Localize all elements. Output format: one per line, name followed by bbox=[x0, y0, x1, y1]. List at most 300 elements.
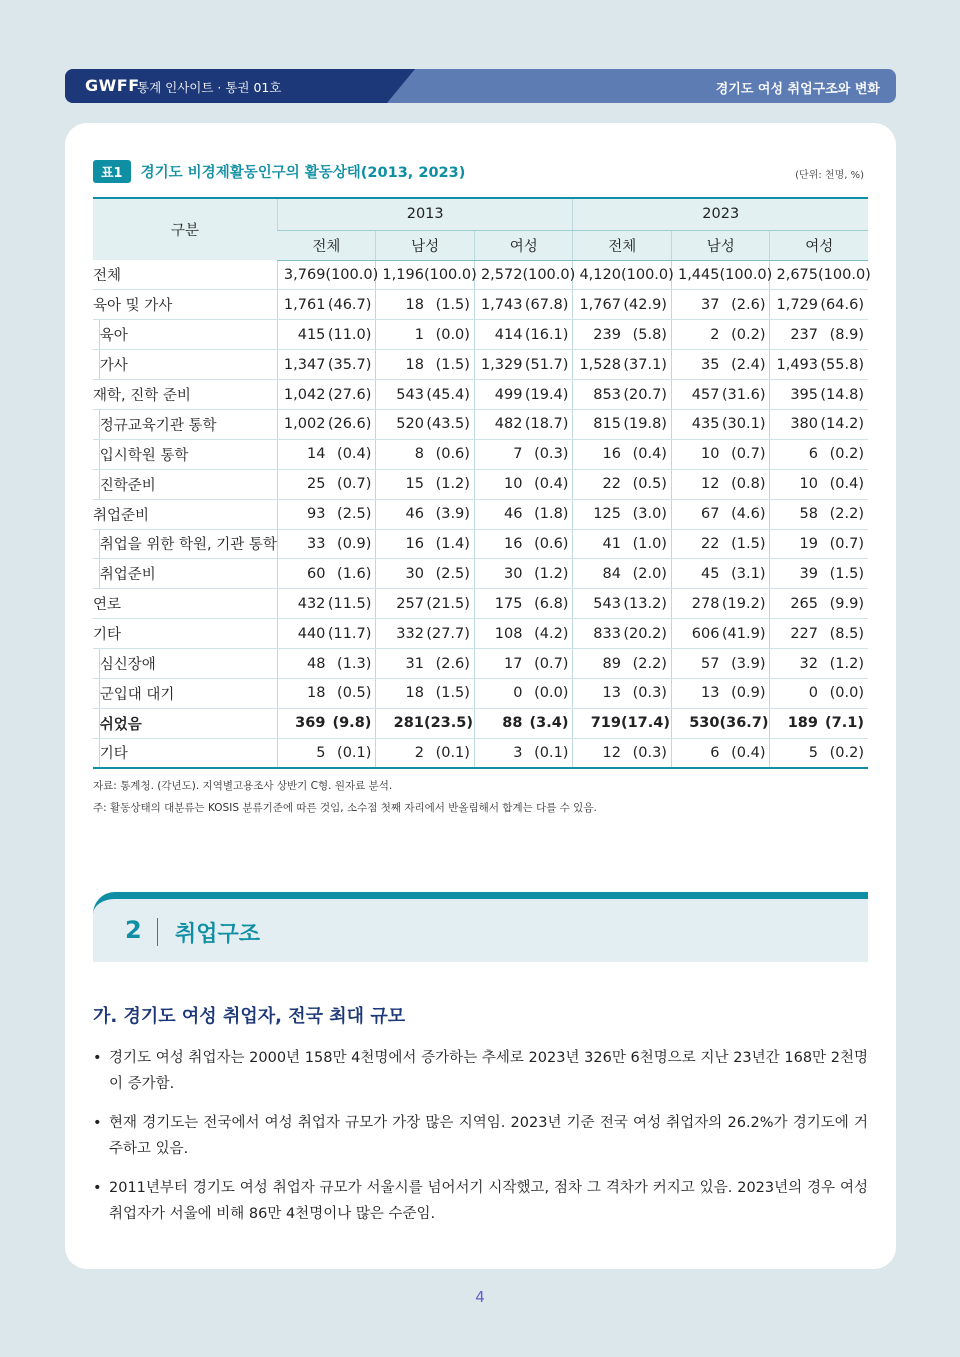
percent-value: (35.7) bbox=[327, 356, 372, 373]
bullet-dot: • bbox=[93, 1180, 102, 1196]
percent-value: (43.5) bbox=[426, 416, 470, 433]
value-cell bbox=[770, 708, 868, 738]
row-label: 기타 bbox=[93, 619, 277, 649]
percent-value: (1.5) bbox=[829, 565, 864, 582]
value-cell bbox=[376, 320, 475, 350]
percent-value: (0.5) bbox=[632, 476, 667, 493]
value-cell bbox=[573, 409, 672, 439]
row-label: 육아 및 가사 bbox=[93, 290, 277, 320]
value-cell bbox=[770, 589, 868, 619]
percent-value: (31.6) bbox=[721, 386, 766, 403]
percent-value: (3.9) bbox=[435, 506, 470, 523]
value-cell bbox=[277, 649, 376, 679]
count-value: 46 bbox=[405, 506, 424, 523]
row-label: 연로 bbox=[93, 589, 277, 619]
percent-value: (1.6) bbox=[337, 565, 372, 582]
percent-value: (19.4) bbox=[524, 386, 569, 403]
row-sublabel: 진학준비 bbox=[99, 469, 277, 499]
percent-value: (0.3) bbox=[632, 685, 667, 702]
percent-value: (7.1) bbox=[825, 715, 864, 732]
value-cell bbox=[376, 439, 475, 469]
value-cell bbox=[474, 290, 573, 320]
count-value: 1,329 bbox=[480, 356, 523, 373]
percent-value: (8.9) bbox=[829, 326, 864, 343]
count-value: 19 bbox=[799, 535, 818, 552]
count-value: 33 bbox=[306, 535, 326, 552]
count-value: 853 bbox=[593, 386, 621, 403]
count-value: 543 bbox=[396, 386, 424, 403]
count-value: 13 bbox=[602, 685, 621, 702]
percent-value: (0.3) bbox=[534, 446, 569, 463]
value-cell bbox=[277, 350, 376, 380]
value-cell bbox=[671, 499, 770, 529]
section-number: 2 bbox=[125, 916, 142, 944]
value-cell bbox=[474, 529, 573, 559]
percent-value: (4.2) bbox=[534, 625, 569, 642]
value-cell bbox=[376, 649, 475, 679]
percent-value: (9.9) bbox=[829, 595, 864, 612]
percent-value: (3.9) bbox=[731, 655, 766, 672]
value-cell bbox=[573, 619, 672, 649]
value-cell bbox=[277, 678, 376, 708]
table-tag: 표1 bbox=[93, 160, 131, 183]
value-cell bbox=[376, 380, 475, 410]
count-value: 530 bbox=[689, 715, 720, 732]
percent-value: (0.5) bbox=[337, 685, 372, 702]
value-cell bbox=[671, 708, 770, 738]
table-row bbox=[93, 290, 868, 320]
value-cell bbox=[573, 320, 672, 350]
percent-value: (0.6) bbox=[534, 535, 569, 552]
value-cell bbox=[277, 260, 379, 290]
value-cell bbox=[376, 290, 475, 320]
count-value: 30 bbox=[405, 565, 424, 582]
value-cell bbox=[277, 559, 376, 589]
percent-value: (100.0) bbox=[325, 266, 379, 283]
count-value: 10 bbox=[701, 446, 720, 463]
count-value: 37 bbox=[701, 296, 720, 313]
table-row bbox=[93, 529, 868, 559]
count-value: 14 bbox=[306, 446, 326, 463]
count-value: 58 bbox=[799, 506, 818, 523]
bullet-item bbox=[93, 1045, 868, 1097]
count-value: 1,528 bbox=[579, 356, 621, 373]
percent-value: (0.4) bbox=[731, 744, 766, 761]
value-cell bbox=[277, 380, 376, 410]
value-cell bbox=[573, 708, 672, 738]
value-cell bbox=[376, 409, 475, 439]
value-cell bbox=[770, 439, 868, 469]
value-cell bbox=[573, 499, 672, 529]
row-label: 전체 bbox=[93, 260, 277, 290]
table-row bbox=[93, 409, 868, 439]
table-source: 자료: 통계청. (각년도). 지역별고용조사 상반기 C형. 원자료 분석. bbox=[93, 780, 393, 792]
percent-value: (11.7) bbox=[327, 625, 372, 642]
count-value: 22 bbox=[701, 535, 720, 552]
percent-value: (0.4) bbox=[632, 446, 667, 463]
table-row bbox=[93, 559, 868, 589]
percent-value: (41.9) bbox=[721, 625, 766, 642]
count-value: 1,743 bbox=[480, 296, 523, 313]
percent-value: (0.7) bbox=[731, 446, 766, 463]
count-value: 520 bbox=[396, 416, 424, 433]
percent-value: (16.1) bbox=[524, 326, 569, 343]
value-cell bbox=[770, 529, 868, 559]
percent-value: (18.7) bbox=[524, 416, 569, 433]
value-cell bbox=[671, 678, 770, 708]
count-value: 1,729 bbox=[776, 296, 818, 313]
value-cell bbox=[277, 439, 376, 469]
percent-value: (100.0) bbox=[719, 266, 773, 283]
table-note: 주: 활동상태의 대분류는 KOSIS 분류기준에 따른 것임, 소수점 첫째 자리에서 반올림해서 합계는 다를 수 있음. bbox=[93, 802, 597, 814]
count-value: 39 bbox=[799, 565, 818, 582]
bullet-text: 2011년부터 경기도 여성 취업자 규모가 서울시를 넘어서기 시작했고, 점차 그 격차가 커지고 있음. 2023년의 경우 여성 취업자가 서울에 비해 86만 4천명이나 많은 수준임. bbox=[109, 1180, 868, 1222]
percent-value: (20.7) bbox=[623, 386, 667, 403]
count-value: 32 bbox=[799, 655, 818, 672]
percent-value: (67.8) bbox=[524, 296, 569, 313]
value-cell bbox=[277, 409, 376, 439]
table-row bbox=[93, 738, 868, 768]
percent-value: (1.5) bbox=[435, 296, 470, 313]
percent-value: (11.0) bbox=[327, 326, 372, 343]
value-cell bbox=[671, 619, 770, 649]
row-sublabel: 취업준비 bbox=[99, 559, 277, 589]
percent-value: (20.2) bbox=[623, 625, 667, 642]
count-value: 4,120 bbox=[579, 266, 621, 283]
count-value: 1,767 bbox=[579, 296, 621, 313]
percent-value: (2.2) bbox=[632, 655, 667, 672]
percent-value: (2.6) bbox=[435, 655, 470, 672]
count-value: 30 bbox=[504, 565, 523, 582]
percent-value: (1.4) bbox=[435, 535, 470, 552]
percent-value: (0.1) bbox=[435, 744, 470, 761]
percent-value: (46.7) bbox=[327, 296, 372, 313]
percent-value: (0.2) bbox=[731, 326, 766, 343]
count-value: 6 bbox=[710, 744, 720, 761]
table-row bbox=[93, 649, 868, 679]
percent-value: (1.2) bbox=[435, 476, 470, 493]
row-label: 취업준비 bbox=[93, 499, 277, 529]
row-sublabel: 취업을 위한 학원, 기관 통학 bbox=[99, 529, 277, 559]
count-value: 17 bbox=[504, 655, 523, 672]
percent-value: (0.7) bbox=[829, 535, 864, 552]
percent-value: (26.6) bbox=[327, 416, 372, 433]
count-value: 440 bbox=[297, 625, 326, 642]
value-cell bbox=[376, 678, 475, 708]
subheading: 가. 경기도 여성 취업자, 전국 최대 규모 bbox=[93, 1006, 406, 1027]
value-cell bbox=[671, 260, 773, 290]
row-sublabel: 군입대 대기 bbox=[99, 678, 277, 708]
count-value: 482 bbox=[494, 416, 523, 433]
activity-status-table bbox=[93, 197, 871, 769]
value-cell bbox=[770, 559, 868, 589]
bullet-text: 경기도 여성 취업자는 2000년 158만 4천명에서 증가하는 추세로 2023년 326만 6천명으로 지난 23년간 168만 2천명이 증가함. bbox=[109, 1050, 868, 1092]
percent-value: (0.4) bbox=[829, 476, 864, 493]
percent-value: (2.4) bbox=[731, 356, 766, 373]
row-sublabel: 가사 bbox=[99, 350, 277, 380]
header-male-2013: 남성 bbox=[376, 230, 475, 260]
percent-value: (9.8) bbox=[332, 715, 372, 732]
row-sublabel: 육아 bbox=[99, 320, 277, 350]
bullet-dot: • bbox=[93, 1115, 102, 1131]
value-cell bbox=[376, 469, 475, 499]
value-cell bbox=[376, 350, 475, 380]
row-sublabel: 심신장애 bbox=[99, 649, 277, 679]
count-value: 189 bbox=[787, 715, 818, 732]
percent-value: (37.1) bbox=[623, 356, 667, 373]
table-row bbox=[93, 499, 868, 529]
value-cell bbox=[376, 619, 475, 649]
count-value: 5 bbox=[316, 744, 326, 761]
section-divider bbox=[157, 918, 158, 946]
section-header bbox=[93, 892, 868, 962]
percent-value: (3.1) bbox=[731, 565, 766, 582]
value-cell bbox=[277, 320, 376, 350]
value-cell bbox=[277, 619, 376, 649]
count-value: 606 bbox=[691, 625, 720, 642]
count-value: 332 bbox=[396, 625, 424, 642]
count-value: 719 bbox=[590, 715, 621, 732]
count-value: 380 bbox=[790, 416, 818, 433]
percent-value: (8.5) bbox=[829, 625, 864, 642]
percent-value: (2.6) bbox=[731, 296, 766, 313]
count-value: 10 bbox=[504, 476, 523, 493]
percent-value: (0.9) bbox=[337, 535, 372, 552]
value-cell bbox=[573, 678, 672, 708]
bullet-text: 현재 경기도는 전국에서 여성 취업자 규모가 가장 많은 지역임. 2023년 기준 전국 여성 취업자의 26.2%가 경기도에 거주하고 있음. bbox=[109, 1115, 868, 1157]
percent-value: (0.0) bbox=[534, 685, 569, 702]
count-value: 395 bbox=[790, 386, 818, 403]
header-year-2013: 2013 bbox=[277, 198, 573, 230]
percent-value: (2.2) bbox=[829, 506, 864, 523]
percent-value: (1.0) bbox=[632, 535, 667, 552]
count-value: 1,445 bbox=[677, 266, 720, 283]
value-cell bbox=[770, 738, 868, 768]
value-cell bbox=[376, 260, 475, 290]
bullet-item bbox=[93, 1110, 868, 1162]
count-value: 1,002 bbox=[283, 416, 326, 433]
count-value: 16 bbox=[405, 535, 424, 552]
count-value: 45 bbox=[701, 565, 720, 582]
count-value: 6 bbox=[808, 446, 818, 463]
value-cell bbox=[671, 529, 770, 559]
value-cell bbox=[474, 589, 573, 619]
count-value: 60 bbox=[306, 565, 326, 582]
percent-value: (17.4) bbox=[620, 715, 670, 732]
bullet-dot: • bbox=[93, 1050, 102, 1066]
count-value: 1,042 bbox=[283, 386, 326, 403]
percent-value: (2.5) bbox=[435, 565, 470, 582]
value-cell bbox=[573, 260, 672, 290]
count-value: 3,769 bbox=[283, 266, 326, 283]
count-value: 35 bbox=[701, 356, 720, 373]
percent-value: (3.0) bbox=[632, 506, 667, 523]
value-cell bbox=[376, 708, 475, 738]
value-cell bbox=[573, 439, 672, 469]
count-value: 227 bbox=[790, 625, 818, 642]
table-row bbox=[93, 320, 868, 350]
percent-value: (45.4) bbox=[426, 386, 470, 403]
value-cell bbox=[474, 619, 573, 649]
value-cell bbox=[277, 469, 376, 499]
value-cell bbox=[277, 738, 376, 768]
value-cell bbox=[671, 350, 770, 380]
value-cell bbox=[474, 350, 573, 380]
value-cell bbox=[770, 409, 868, 439]
value-cell bbox=[573, 649, 672, 679]
value-cell bbox=[671, 380, 770, 410]
count-value: 833 bbox=[593, 625, 621, 642]
percent-value: (100.0) bbox=[522, 266, 576, 283]
header-total-2013: 전체 bbox=[277, 230, 376, 260]
count-value: 18 bbox=[405, 356, 424, 373]
value-cell bbox=[770, 678, 868, 708]
value-cell bbox=[573, 350, 672, 380]
count-value: 0 bbox=[808, 685, 818, 702]
count-value: 89 bbox=[602, 655, 621, 672]
count-value: 18 bbox=[405, 685, 424, 702]
value-cell bbox=[671, 559, 770, 589]
value-cell bbox=[474, 320, 573, 350]
percent-value: (0.0) bbox=[435, 326, 470, 343]
header-total-2023: 전체 bbox=[573, 230, 672, 260]
count-value: 499 bbox=[494, 386, 523, 403]
percent-value: (0.1) bbox=[534, 744, 569, 761]
table-row bbox=[93, 439, 868, 469]
percent-value: (13.2) bbox=[623, 595, 667, 612]
value-cell bbox=[671, 290, 770, 320]
percent-value: (0.4) bbox=[337, 446, 372, 463]
table-row bbox=[93, 350, 868, 380]
table-title-row bbox=[93, 160, 465, 183]
count-value: 457 bbox=[691, 386, 720, 403]
count-value: 415 bbox=[297, 326, 326, 343]
value-cell bbox=[671, 439, 770, 469]
count-value: 1,347 bbox=[283, 356, 326, 373]
percent-value: (0.3) bbox=[632, 744, 667, 761]
value-cell bbox=[671, 589, 770, 619]
count-value: 5 bbox=[808, 744, 818, 761]
value-cell bbox=[770, 380, 868, 410]
percent-value: (100.0) bbox=[620, 266, 674, 283]
percent-value: (1.5) bbox=[435, 685, 470, 702]
value-cell bbox=[474, 738, 573, 768]
percent-value: (1.5) bbox=[435, 356, 470, 373]
percent-value: (27.6) bbox=[327, 386, 372, 403]
percent-value: (30.1) bbox=[721, 416, 766, 433]
value-cell bbox=[573, 380, 672, 410]
percent-value: (42.9) bbox=[623, 296, 667, 313]
table-row bbox=[93, 260, 868, 290]
percent-value: (6.8) bbox=[534, 595, 569, 612]
count-value: 13 bbox=[701, 685, 720, 702]
count-value: 237 bbox=[790, 326, 818, 343]
count-value: 15 bbox=[405, 476, 424, 493]
row-sublabel: 정규교육기관 통학 bbox=[99, 409, 277, 439]
value-cell bbox=[474, 469, 573, 499]
count-value: 16 bbox=[504, 535, 523, 552]
header-year-2023: 2023 bbox=[573, 198, 868, 230]
count-value: 8 bbox=[414, 446, 424, 463]
percent-value: (51.7) bbox=[524, 356, 569, 373]
count-value: 125 bbox=[593, 506, 621, 523]
percent-value: (1.8) bbox=[534, 506, 569, 523]
header-male-2023: 남성 bbox=[671, 230, 770, 260]
row-label: 재학, 진학 준비 bbox=[93, 380, 277, 410]
count-value: 3 bbox=[513, 744, 523, 761]
percent-value: (0.2) bbox=[829, 744, 864, 761]
count-value: 25 bbox=[306, 476, 326, 493]
value-cell bbox=[770, 320, 868, 350]
count-value: 1,761 bbox=[283, 296, 326, 313]
value-cell bbox=[376, 738, 475, 768]
table-row bbox=[93, 469, 868, 499]
count-value: 543 bbox=[593, 595, 621, 612]
row-sublabel: 입시학원 통학 bbox=[99, 439, 277, 469]
percent-value: (5.8) bbox=[632, 326, 667, 343]
count-value: 12 bbox=[602, 744, 621, 761]
report-title: 경기도 여성 취업구조와 변화 bbox=[715, 82, 880, 97]
row-sublabel: 쉬었음 bbox=[99, 708, 277, 738]
count-value: 88 bbox=[502, 715, 523, 732]
count-value: 84 bbox=[602, 565, 621, 582]
count-value: 12 bbox=[701, 476, 720, 493]
value-cell bbox=[770, 260, 871, 290]
value-cell bbox=[671, 320, 770, 350]
percent-value: (19.2) bbox=[721, 595, 766, 612]
value-cell bbox=[770, 499, 868, 529]
value-cell bbox=[573, 559, 672, 589]
count-value: 18 bbox=[306, 685, 326, 702]
table-row bbox=[93, 380, 868, 410]
count-value: 435 bbox=[691, 416, 720, 433]
value-cell bbox=[671, 409, 770, 439]
value-cell bbox=[277, 589, 376, 619]
percent-value: (2.0) bbox=[632, 565, 667, 582]
value-cell bbox=[474, 649, 573, 679]
count-value: 67 bbox=[701, 506, 720, 523]
count-value: 175 bbox=[494, 595, 523, 612]
count-value: 2,572 bbox=[480, 266, 523, 283]
count-value: 257 bbox=[396, 595, 424, 612]
count-value: 281 bbox=[393, 715, 424, 732]
series-label: 통계 인사이트 · 통권 01호 bbox=[137, 80, 282, 95]
count-value: 1 bbox=[414, 326, 424, 343]
row-sublabel: 기타 bbox=[99, 738, 277, 768]
table-row bbox=[93, 589, 868, 619]
value-cell bbox=[573, 529, 672, 559]
percent-value: (1.5) bbox=[731, 535, 766, 552]
brand-logo: GWFF bbox=[85, 76, 140, 95]
value-cell bbox=[474, 380, 573, 410]
value-cell bbox=[573, 290, 672, 320]
count-value: 2 bbox=[710, 326, 720, 343]
count-value: 16 bbox=[602, 446, 621, 463]
bullet-item bbox=[93, 1175, 868, 1227]
count-value: 815 bbox=[593, 416, 621, 433]
value-cell bbox=[474, 559, 573, 589]
percent-value: (0.9) bbox=[731, 685, 766, 702]
value-cell bbox=[474, 409, 573, 439]
count-value: 7 bbox=[513, 446, 523, 463]
count-value: 2,675 bbox=[776, 266, 818, 283]
value-cell bbox=[770, 649, 868, 679]
value-cell bbox=[376, 529, 475, 559]
table-title: 경기도 비경제활동인구의 활동상태(2013, 2023) bbox=[140, 165, 466, 181]
count-value: 22 bbox=[602, 476, 621, 493]
value-cell bbox=[770, 619, 868, 649]
value-cell bbox=[770, 469, 868, 499]
